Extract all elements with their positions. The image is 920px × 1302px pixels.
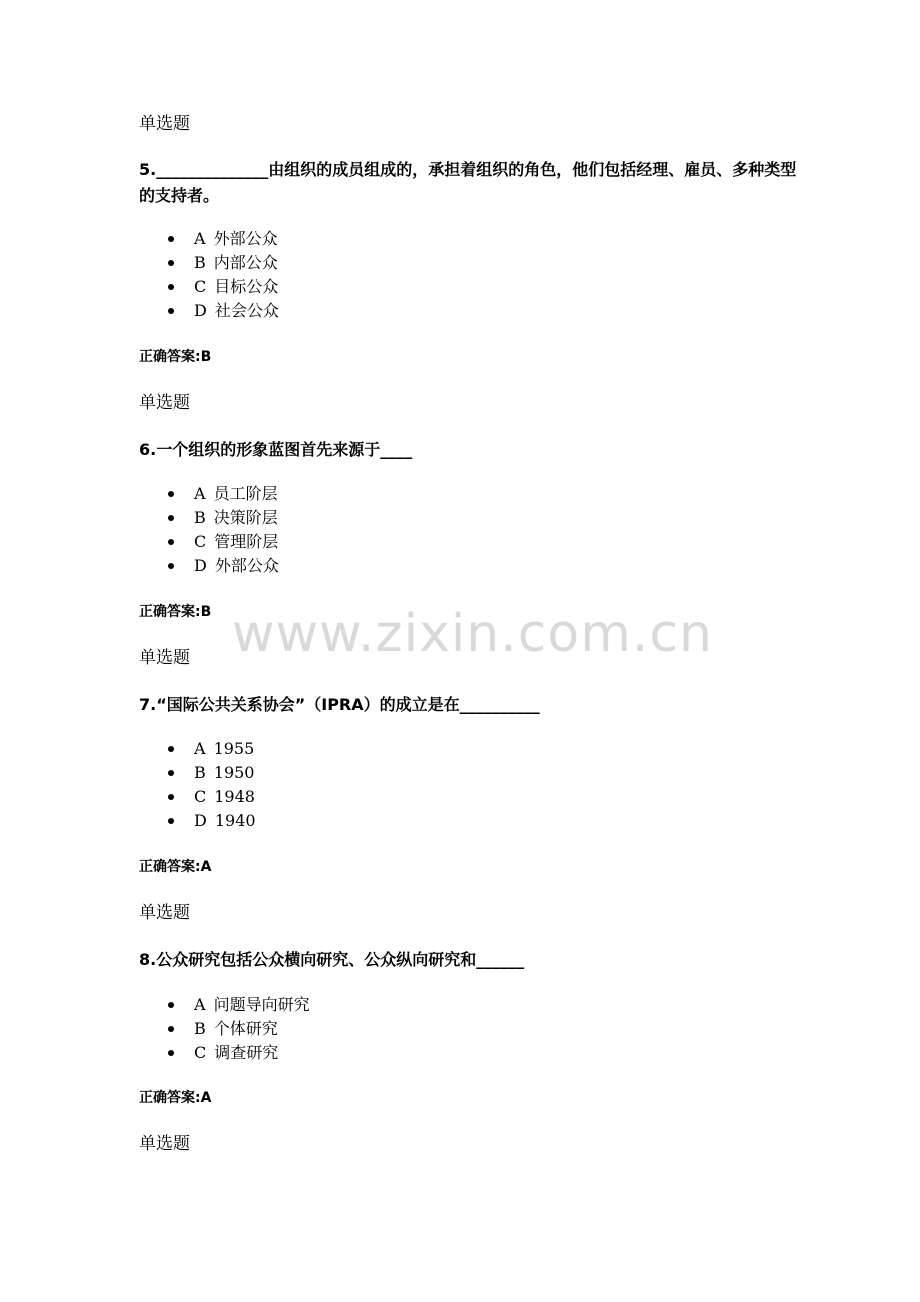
option-text: 社会公众: [214, 301, 279, 320]
option-list: [168, 227, 279, 323]
option-item: [168, 1017, 310, 1041]
option-list: [168, 737, 256, 833]
bullet-icon: [168, 1026, 174, 1032]
question-type-label: 单选题: [139, 903, 190, 923]
correct-answer: 正确答案:A: [139, 1090, 212, 1106]
option-text: 管理阶层: [214, 532, 279, 551]
option-item: [168, 251, 279, 275]
question-stem: 8.公众研究包括公众横向研究、公众纵向研究和______: [139, 950, 525, 969]
option-text: 1940: [214, 811, 256, 830]
correct-answer: 正确答案:A: [139, 859, 212, 875]
option-item: [168, 482, 279, 506]
option-item: [168, 993, 310, 1017]
bullet-icon: [168, 563, 174, 569]
option-letter: A: [194, 229, 206, 248]
option-text: 外部公众: [214, 556, 279, 575]
option-item: [168, 1041, 310, 1065]
bullet-icon: [168, 491, 174, 497]
option-list: [168, 482, 279, 578]
option-item: [168, 275, 279, 299]
option-text: 内部公众: [213, 253, 278, 272]
option-letter: A: [194, 739, 206, 758]
watermark: www.zixin.com.cn: [232, 604, 713, 664]
bullet-icon: [168, 770, 174, 776]
option-item: [168, 506, 279, 530]
option-item: [168, 761, 256, 785]
option-text: 1950: [213, 763, 255, 782]
option-text: 员工阶层: [213, 484, 278, 503]
option-item: [168, 554, 279, 578]
option-letter: B: [194, 1019, 206, 1038]
option-item: [168, 809, 256, 833]
option-item: [168, 227, 279, 251]
option-letter: C: [194, 277, 207, 296]
option-item: [168, 737, 256, 761]
correct-answer: 正确答案:B: [139, 604, 212, 620]
option-letter: D: [194, 301, 207, 320]
bullet-icon: [168, 515, 174, 521]
option-letter: B: [194, 763, 206, 782]
question-type-label: 单选题: [139, 114, 190, 134]
bullet-icon: [168, 539, 174, 545]
question-stem: 7.“国际公共关系协会”（IPRA）的成立是在__________: [139, 695, 540, 714]
bullet-icon: [168, 308, 174, 314]
option-letter: C: [194, 532, 207, 551]
option-text: 个体研究: [213, 1019, 278, 1038]
option-text: 目标公众: [214, 277, 279, 296]
question-stem: 5.______________由组织的成员组成的，承担着组织的角色，他们包括经理、雇员、多种类型的支持者。: [139, 160, 797, 205]
option-text: 问题导向研究: [213, 995, 310, 1014]
bullet-icon: [168, 818, 174, 824]
option-item: [168, 530, 279, 554]
option-letter: C: [194, 1043, 207, 1062]
bullet-icon: [168, 794, 174, 800]
option-text: 1955: [213, 739, 255, 758]
option-list: [168, 993, 310, 1065]
bullet-icon: [168, 260, 174, 266]
option-letter: B: [194, 253, 206, 272]
option-letter: A: [194, 995, 206, 1014]
bullet-icon: [168, 236, 174, 242]
question-type-label: 单选题: [139, 648, 190, 668]
option-letter: C: [194, 787, 207, 806]
correct-answer: 正确答案:B: [139, 349, 212, 365]
option-text: 决策阶层: [213, 508, 278, 527]
option-letter: D: [194, 811, 207, 830]
option-letter: D: [194, 556, 207, 575]
question-stem: 6.一个组织的形象蓝图首先来源于____: [139, 440, 413, 459]
bullet-icon: [168, 284, 174, 290]
option-item: [168, 299, 279, 323]
bullet-icon: [168, 1050, 174, 1056]
option-text: 外部公众: [213, 229, 278, 248]
option-text: 1948: [214, 787, 255, 806]
option-text: 调查研究: [214, 1043, 279, 1062]
option-letter: B: [194, 508, 206, 527]
option-letter: A: [194, 484, 206, 503]
question-type-label: 单选题: [139, 393, 190, 413]
option-item: [168, 785, 256, 809]
bullet-icon: [168, 746, 174, 752]
bullet-icon: [168, 1002, 174, 1008]
question-type-label: 单选题: [139, 1134, 190, 1154]
